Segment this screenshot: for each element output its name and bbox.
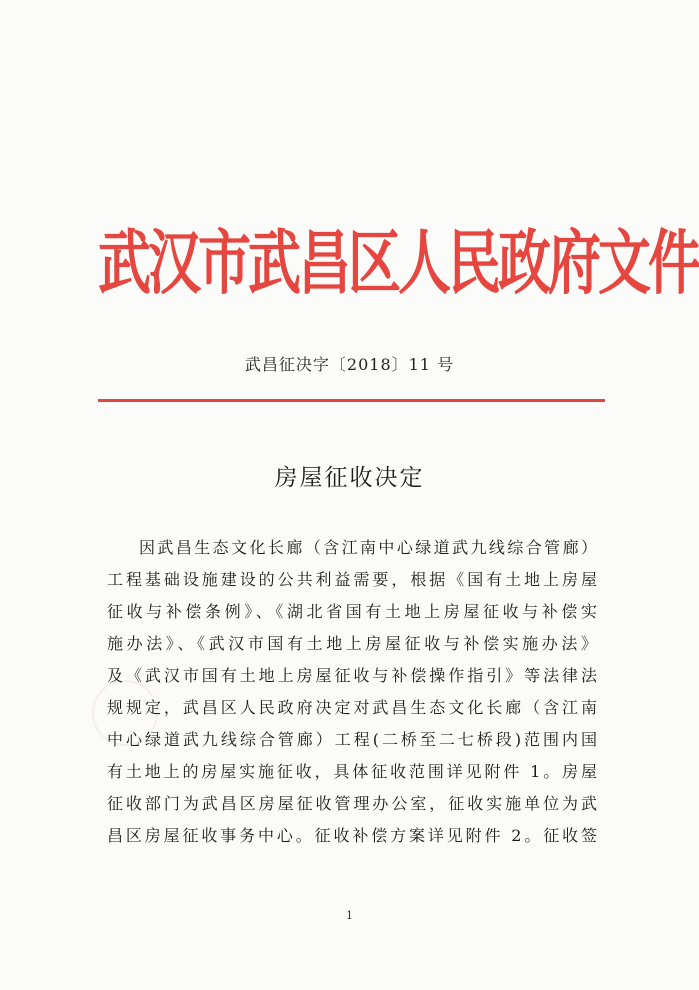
faint-seal-watermark <box>92 680 158 746</box>
body-text <box>107 532 597 852</box>
document-number: 武昌征决字〔2018〕11 号 <box>244 355 455 374</box>
body-line: 征收与补偿条例》、《湖北省国有土地上房屋征收与补偿实 <box>107 602 597 621</box>
page-number: 1 <box>346 909 353 922</box>
body-line: 有土地上的房屋实施征收，具体征收范围详见附件 1。房屋 <box>107 762 597 781</box>
body-line: 昌区房屋征收事务中心。征收补偿方案详见附件 2。征收签 <box>107 826 597 845</box>
body-line: 规规定，武昌区人民政府决定对武昌生态文化长廊（含江南 <box>107 698 597 717</box>
red-divider-line <box>98 399 605 402</box>
body-line: 工程基础设施建设的公共利益需要，根据《国有土地上房屋 <box>107 570 597 589</box>
document-title: 房屋征收决定 <box>274 465 425 491</box>
body-line: 施办法》、《武汉市国有土地上房屋征收与补偿实施办法》 <box>107 634 597 653</box>
body-line: 及《武汉市国有土地上房屋征收与补偿操作指引》等法律法 <box>107 666 597 685</box>
body-line: 因武昌生态文化长廊（含江南中心绿道武九线综合管廊） <box>139 538 597 557</box>
body-line: 中心绿道武九线综合管廊）工程(二桥至二七桥段)范围内国 <box>107 730 597 749</box>
body-line: 征收部门为武昌区房屋征收管理办公室，征收实施单位为武 <box>107 794 597 813</box>
issuing-authority-header: 武汉市武昌区人民政府文件 <box>98 222 698 304</box>
